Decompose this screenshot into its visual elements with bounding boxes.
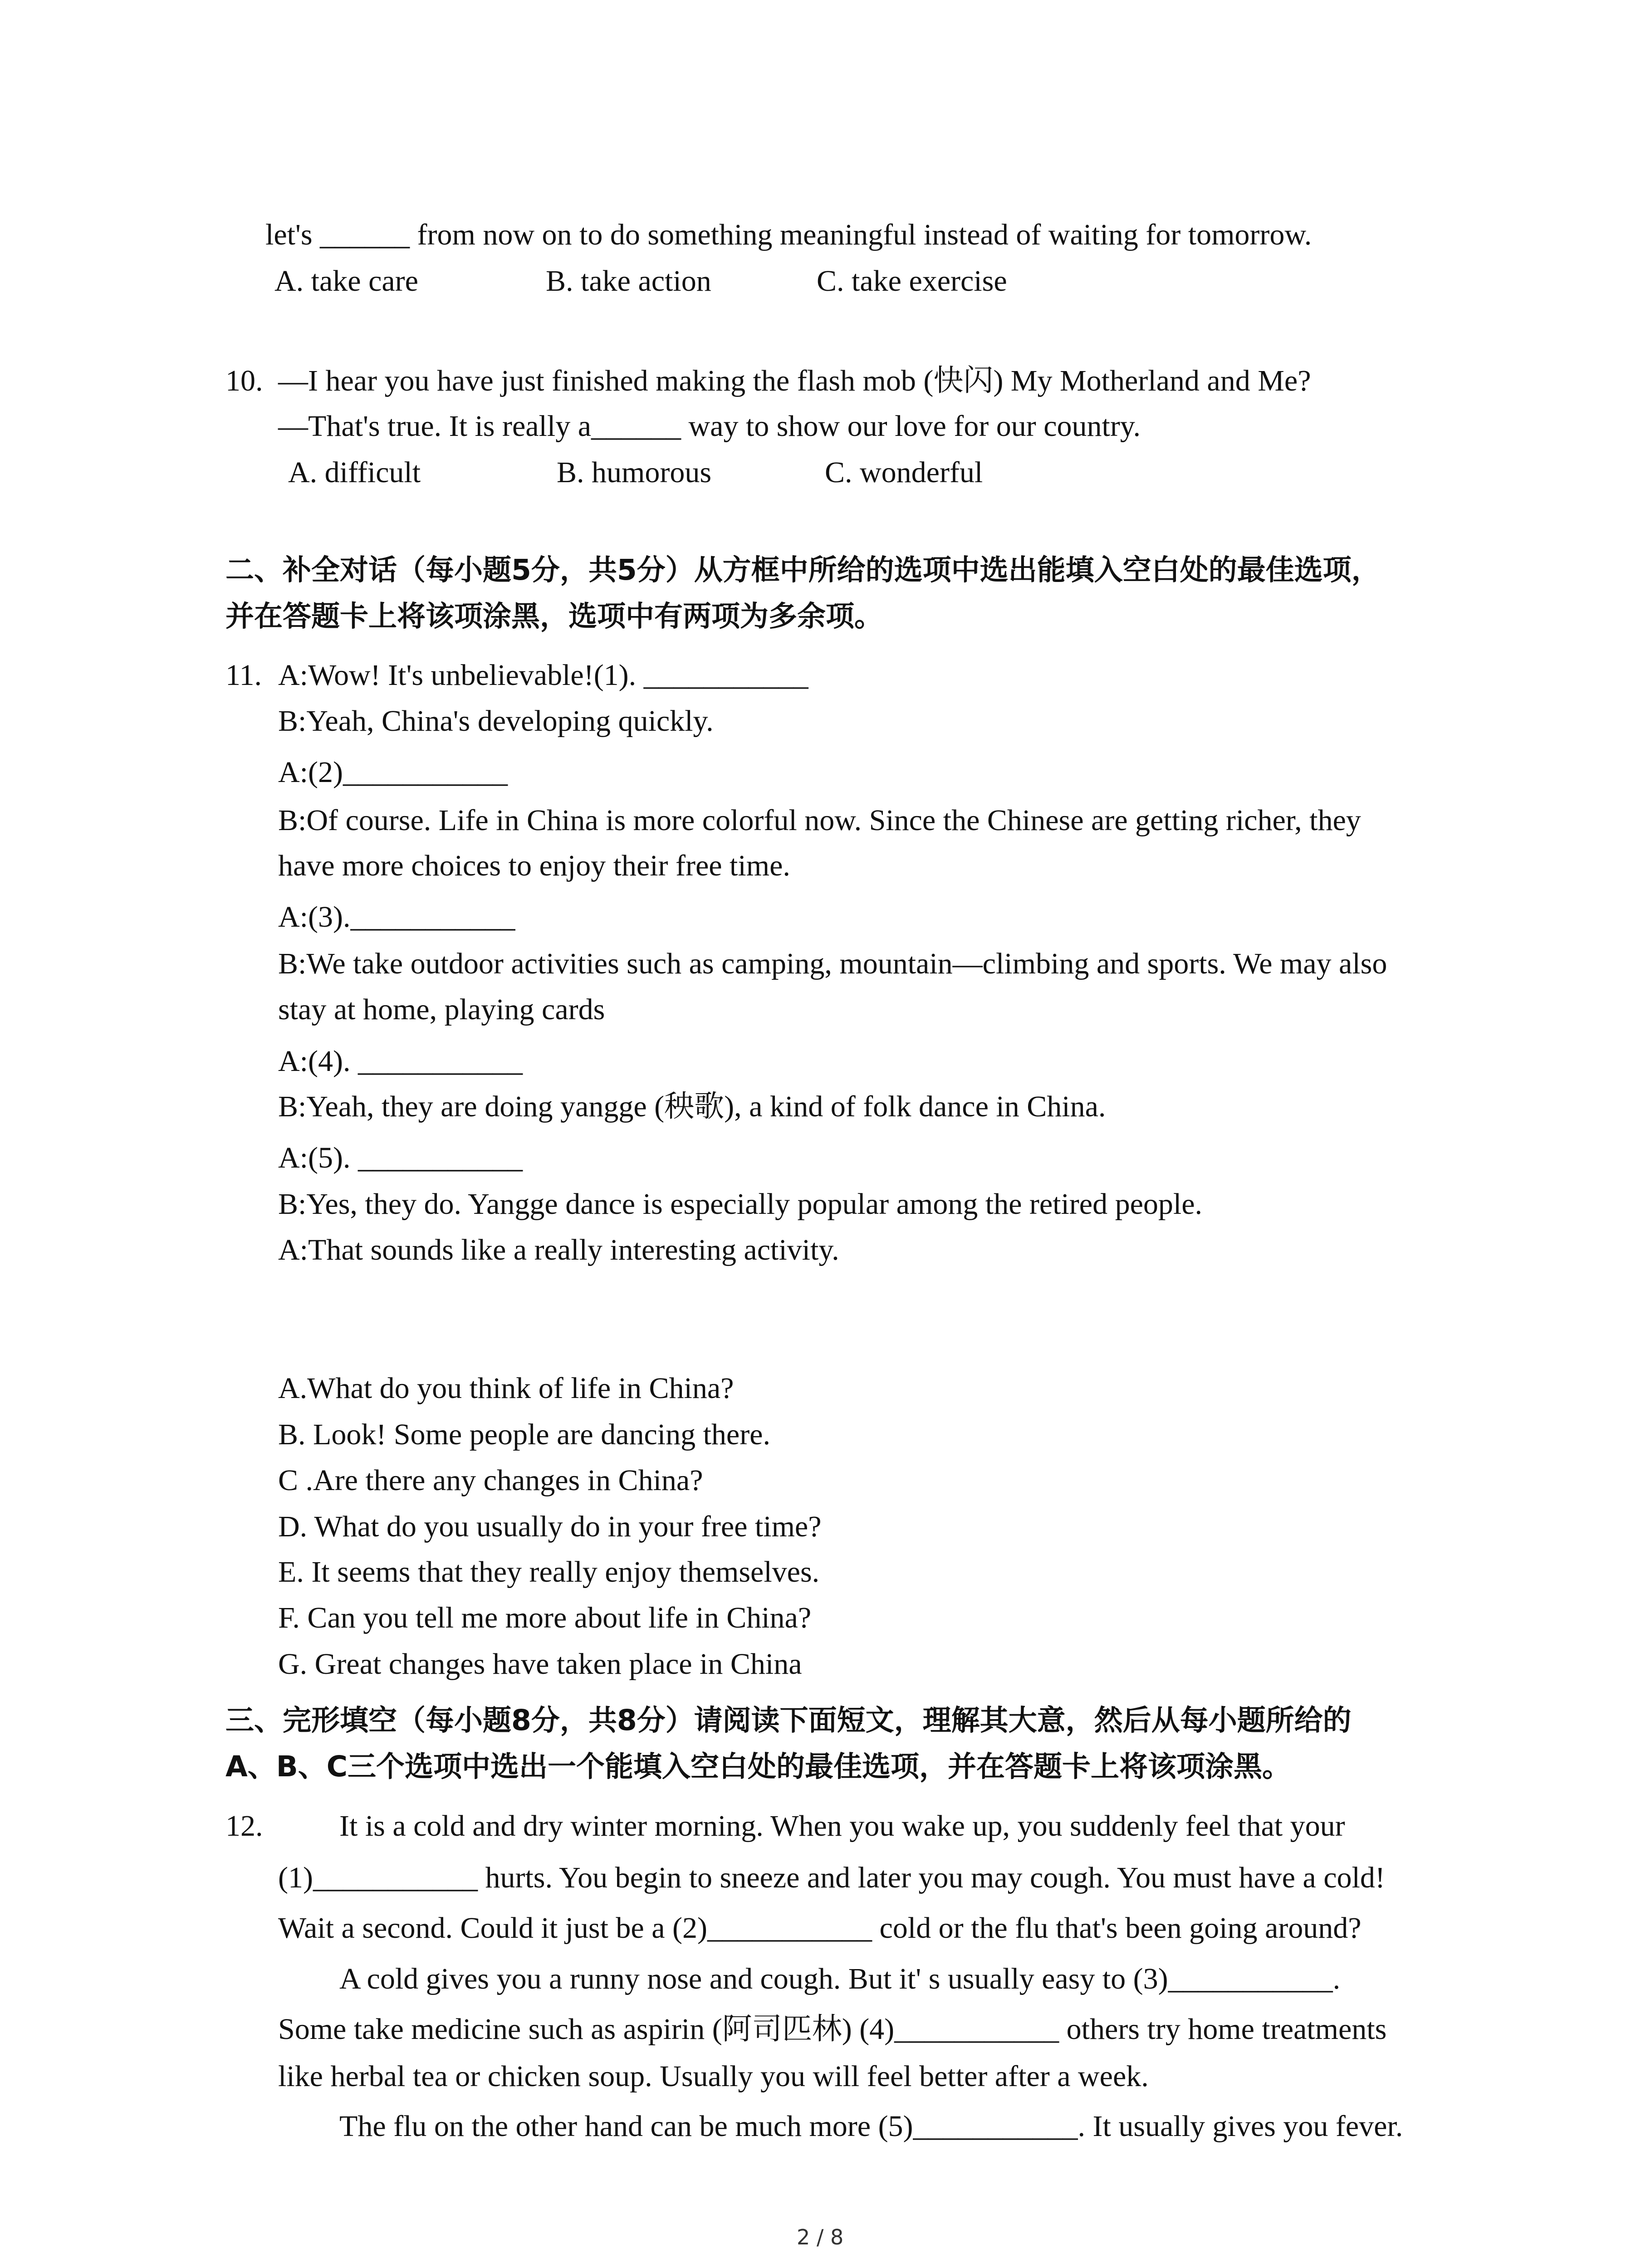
choice-item: G. Great changes have taken place in China [278,1647,802,1681]
choice-item: F. Can you tell me more about life in China? [278,1601,812,1634]
passage-line: The flu on the other hand can be much more (5)___________. It usually gives you fever. [339,2110,1403,2143]
section2-heading-line2: 并在答题卡上将该项涂黑，选项中有两项为多余项。 [225,600,883,633]
passage-line: It is a cold and dry winter morning. When you wake up, you suddenly feel that your [339,1809,1345,1843]
q9-option-c: C. take exercise [817,264,1007,298]
q9-option-b: B. take action [546,264,711,298]
q10-number: 10. [225,364,263,397]
dialogue-line: A:That sounds like a really interesting activity. [278,1233,839,1266]
page-number: 2 / 8 [797,2225,844,2249]
dialogue-line: B:We take outdoor activities such as camping, mountain—climbing and sports. We may also [278,947,1387,980]
passage-line: (1)___________ hurts. You begin to sneeze and later you may cough. You must have a cold! [278,1861,1385,1894]
dialogue-line: A:Wow! It's unbelievable!(1). ___________ [278,659,808,692]
section3-heading-line2: A、B、C三个选项中选出一个能填入空白处的最佳选项，并在答题卡上将该项涂黑。 [225,1750,1291,1783]
dialogue-line: A:(4). ___________ [278,1045,523,1078]
passage-line: Wait a second. Could it just be a (2)___________ cold or the flu that's been going around? [278,1911,1362,1945]
dialogue-line: A:(2)___________ [278,756,508,789]
section2-heading-line1: 二、补全对话（每小题5分，共5分）从方框中所给的选项中选出能填入空白处的最佳选项， [225,553,1380,587]
dialogue-line: stay at home, playing cards [278,993,605,1026]
section3-heading-line1: 三、完形填空（每小题8分，共8分）请阅读下面短文，理解其大意，然后从每小题所给的 [225,1704,1352,1737]
q10-option-c: C. wonderful [825,456,983,489]
q10-option-b: B. humorous [557,456,712,489]
dialogue-line: have more choices to enjoy their free time. [278,849,790,882]
q12-number: 12. [225,1809,263,1843]
choice-item: D. What do you usually do in your free time? [278,1510,822,1543]
choice-item: B. Look! Some people are dancing there. [278,1418,770,1451]
passage-line: like herbal tea or chicken soup. Usually you will feel better after a week. [278,2060,1149,2093]
choice-item: A.What do you think of life in China? [278,1372,734,1405]
choice-item: E. It seems that they really enjoy themselves. [278,1555,820,1589]
q10-line2: —That's true. It is really a______ way to show our love for our country. [278,410,1141,443]
q11-number: 11. [225,659,262,692]
q10-line1: —I hear you have just finished making the flash mob (快闪) My Motherland and Me? [278,364,1311,397]
q10-option-a: A. difficult [288,456,421,489]
dialogue-line: B:Yes, they do. Yangge dance is especially popular among the retired people. [278,1188,1203,1221]
choice-item: C .Are there any changes in China? [278,1464,703,1497]
dialogue-line: B:Yeah, they are doing yangge (秧歌), a kind of folk dance in China. [278,1090,1106,1123]
q9-option-a: A. take care [274,264,418,298]
dialogue-line: B:Yeah, China's developing quickly. [278,704,714,738]
dialogue-line: A:(5). ___________ [278,1141,523,1174]
dialogue-line: A:(3).___________ [278,900,515,934]
passage-line: Some take medicine such as aspirin (阿司匹林) (4)___________ others try home treatments [278,2013,1387,2046]
q9-stem: let's ______ from now on to do something meaningful instead of waiting for tomorrow. [265,218,1312,251]
passage-line: A cold gives you a runny nose and cough. But it' s usually easy to (3)___________. [339,1962,1341,1995]
dialogue-line: B:Of course. Life in China is more colorful now. Since the Chinese are getting richer, they [278,804,1361,837]
